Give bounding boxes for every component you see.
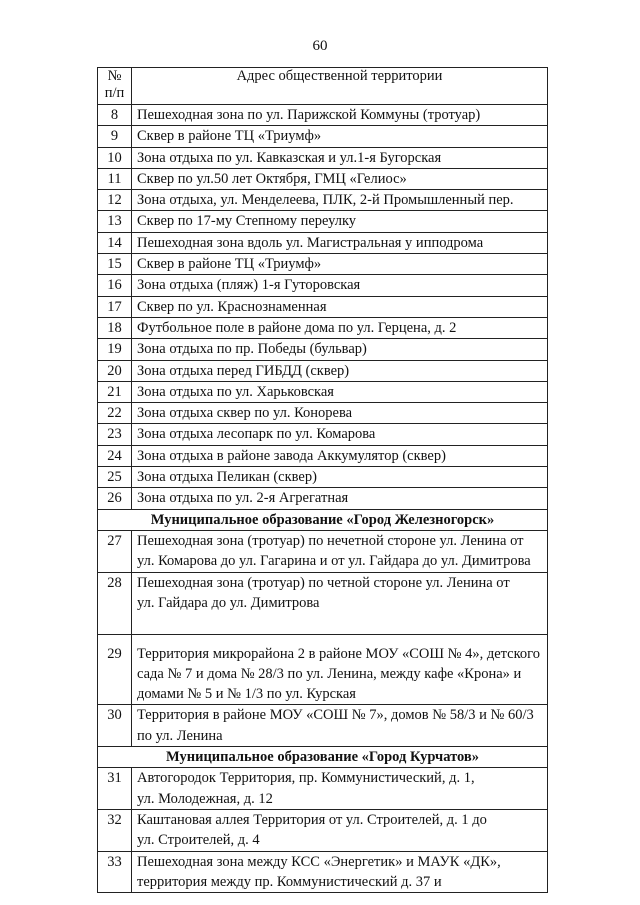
- header-number: № п/п: [98, 68, 132, 105]
- row-address: Территория микрорайона 2 в районе МОУ «СОШ № 4», детского сада № 7 и дома № 28/3 по ул. Ленина, между кафе «Крона» и домами № 5 и № 1/3 по ул. Курская: [132, 634, 548, 705]
- table-row: [98, 467, 548, 488]
- row-address: Зона отдыха по ул. Харьковская: [132, 381, 548, 402]
- header-address: Адрес общественной территории: [132, 68, 548, 105]
- row-number: 26: [98, 488, 132, 509]
- page-number: 60: [312, 38, 328, 54]
- table-row: [98, 296, 548, 317]
- row-address: Сквер по ул.50 лет Октября, ГМЦ «Гелиос»: [132, 168, 548, 189]
- row-number: 24: [98, 445, 132, 466]
- section-row-group: [98, 747, 548, 768]
- table-row: [98, 634, 548, 705]
- row-address: Сквер в районе ТЦ «Триумф»: [132, 254, 548, 275]
- table-row: [98, 424, 548, 445]
- section-title: Муниципальное образование «Город Железногорск»: [98, 509, 548, 530]
- row-number: 9: [98, 126, 132, 147]
- row-number: 14: [98, 232, 132, 253]
- row-address: Футбольное поле в районе дома по ул. Герцена, д. 2: [132, 317, 548, 338]
- row-number: 30: [98, 705, 132, 747]
- row-number: 33: [98, 851, 132, 893]
- row-address: Зона отдыха Пеликан (сквер): [132, 467, 548, 488]
- row-address: Сквер по 17-му Степному переулку: [132, 211, 548, 232]
- row-number: 12: [98, 190, 132, 211]
- table-row: [98, 339, 548, 360]
- row-number: 23: [98, 424, 132, 445]
- row-number: 21: [98, 381, 132, 402]
- row-address: Территория в районе МОУ «СОШ № 7», домов № 58/3 и № 60/3 по ул. Ленина: [132, 705, 548, 747]
- table-row: [98, 381, 548, 402]
- table-header-row: [98, 68, 548, 105]
- row-number: 32: [98, 809, 132, 851]
- section-header-kurchatov: [98, 747, 548, 768]
- table-row: [98, 147, 548, 168]
- table-row: [98, 530, 548, 572]
- table-row: [98, 403, 548, 424]
- table-row: [98, 360, 548, 381]
- table-row: [98, 275, 548, 296]
- table-body-group-b: [98, 530, 548, 746]
- territory-table: [97, 67, 548, 893]
- table-row: [98, 572, 548, 634]
- row-number: 8: [98, 105, 132, 126]
- table-row: [98, 809, 548, 851]
- table-row: [98, 851, 548, 893]
- table-row: [98, 190, 548, 211]
- row-number: 27: [98, 530, 132, 572]
- row-address: Пешеходная зона (тротуар) по четной стороне ул. Ленина от ул. Гайдара до ул. Димитрова: [132, 572, 548, 634]
- section-title: Муниципальное образование «Город Курчатов»: [98, 747, 548, 768]
- row-address: Зона отдыха по ул. Кавказская и ул.1-я Бугорская: [132, 147, 548, 168]
- row-number: 10: [98, 147, 132, 168]
- row-address: Зона отдыха в районе завода Аккумулятор (сквер): [132, 445, 548, 466]
- table-body-group-a: [98, 105, 548, 510]
- row-address: Пешеходная зона между КСС «Энергетик» и МАУК «ДК», территория между пр. Коммунистический д. 37 и: [132, 851, 548, 893]
- row-number: 19: [98, 339, 132, 360]
- row-number: 28: [98, 572, 132, 634]
- row-number: 15: [98, 254, 132, 275]
- table-row: [98, 317, 548, 338]
- row-address: Зона отдыха перед ГИБДД (сквер): [132, 360, 548, 381]
- table-row: [98, 105, 548, 126]
- row-number: 11: [98, 168, 132, 189]
- table-row: [98, 126, 548, 147]
- table-row: [98, 232, 548, 253]
- table-row: [98, 254, 548, 275]
- table-row: [98, 705, 548, 747]
- row-address: Зона отдыха, ул. Менделеева, ПЛК, 2-й Промышленный пер.: [132, 190, 548, 211]
- row-address: Пешеходная зона по ул. Парижской Коммуны (тротуар): [132, 105, 548, 126]
- row-number: 17: [98, 296, 132, 317]
- table-row: [98, 488, 548, 509]
- row-number: 20: [98, 360, 132, 381]
- row-number: 13: [98, 211, 132, 232]
- row-address: Зона отдыха по пр. Победы (бульвар): [132, 339, 548, 360]
- section-row-group: [98, 509, 548, 530]
- table-row: [98, 168, 548, 189]
- row-number: 25: [98, 467, 132, 488]
- row-address: Сквер в районе ТЦ «Триумф»: [132, 126, 548, 147]
- row-address: Каштановая аллея Территория от ул. Строителей, д. 1 до ул. Строителей, д. 4: [132, 809, 548, 851]
- row-number: 31: [98, 768, 132, 810]
- row-number: 18: [98, 317, 132, 338]
- table-body-group-c: [98, 768, 548, 893]
- row-address: Зона отдыха по ул. 2-я Агрегатная: [132, 488, 548, 509]
- table-row: [98, 211, 548, 232]
- row-address: Сквер по ул. Краснознаменная: [132, 296, 548, 317]
- section-header-zheleznogorsk: [98, 509, 548, 530]
- table-row: [98, 768, 548, 810]
- row-address: Пешеходная зона (тротуар) по нечетной стороне ул. Ленина от ул. Комарова до ул. Гагарина и от ул. Гайдара до ул. Димитрова: [132, 530, 548, 572]
- row-address: Автогородок Территория, пр. Коммунистический, д. 1, ул. Молодежная, д. 12: [132, 768, 548, 810]
- row-number: 29: [98, 634, 132, 705]
- row-number: 16: [98, 275, 132, 296]
- row-address: Зона отдыха сквер по ул. Конорева: [132, 403, 548, 424]
- row-address: Зона отдыха (пляж) 1-я Гуторовская: [132, 275, 548, 296]
- row-address: Пешеходная зона вдоль ул. Магистральная у ипподрома: [132, 232, 548, 253]
- row-number: 22: [98, 403, 132, 424]
- table-row: [98, 445, 548, 466]
- row-address: Зона отдыха лесопарк по ул. Комарова: [132, 424, 548, 445]
